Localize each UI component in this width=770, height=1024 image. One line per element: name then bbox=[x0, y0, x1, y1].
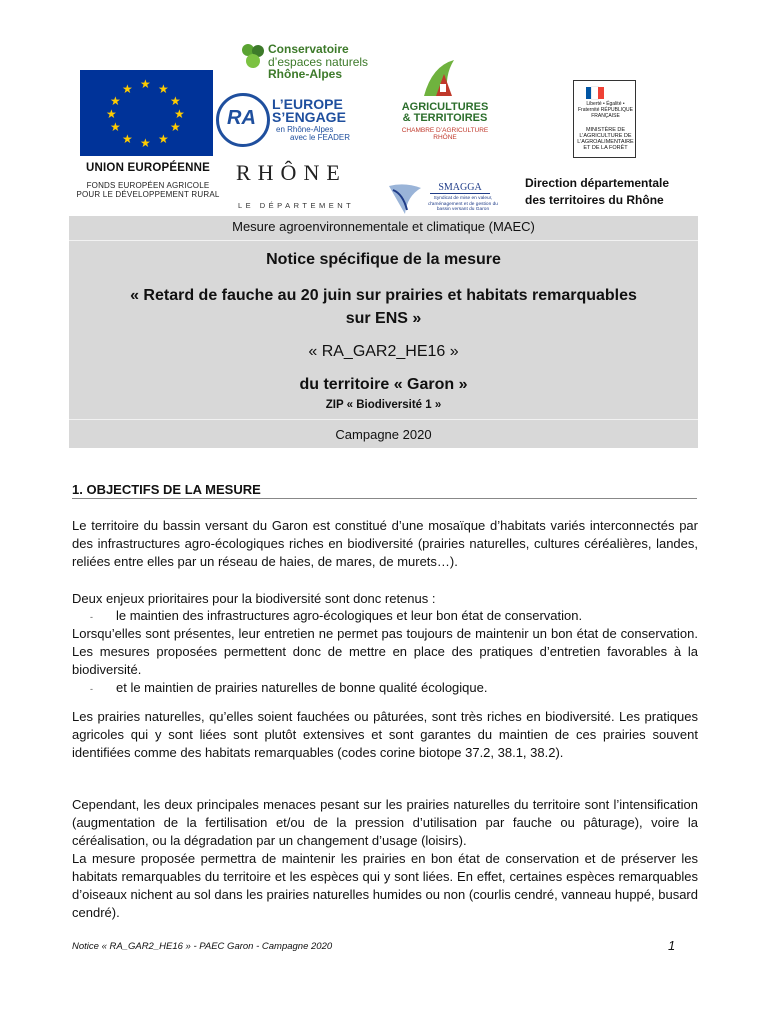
rhone-subtitle: LE DÉPARTEMENT bbox=[238, 201, 355, 210]
conservatoire-logo bbox=[268, 43, 368, 81]
list-item bbox=[90, 679, 487, 698]
eu-title: UNION EUROPÉENNE bbox=[86, 162, 210, 174]
europe-engage-line: S’ENGAGE bbox=[272, 109, 346, 125]
star-icon: ★ bbox=[140, 77, 151, 91]
paragraph: Deux enjeux prioritaires pour la biodiversité sont donc retenus : bbox=[72, 591, 436, 606]
leaf-icon bbox=[240, 42, 266, 70]
header-divider bbox=[69, 240, 698, 241]
paragraph: La mesure proposée permettra de maintenir les prairies en bon état de conservation et de préserver les habitats remarquables du territoire et les espèces qui y sont liées. En effet, certaines espèces remarquables d’oiseaux nichent au sol dans les prairies naturelles humides ou non (courlis cendré, vanneau huppé, busard cendré). bbox=[72, 851, 698, 920]
list-item bbox=[90, 607, 582, 626]
zip-label: ZIP « Biodiversité 1 » bbox=[325, 399, 442, 411]
measure-title bbox=[69, 284, 698, 330]
paragraph: Lorsqu’elles sont présentes, leur entretien ne permet pas toujours de maintenir un bon état de conservation. Les mesures proposées permettent donc de mettre en place des pratiques d’entretien favorables à la biodiversité. bbox=[72, 626, 698, 677]
eu-subtitle bbox=[68, 181, 228, 199]
cen-line: Conservatoire bbox=[268, 42, 349, 56]
rhone-logo: RHÔNE bbox=[236, 160, 347, 185]
page-number: 1 bbox=[668, 938, 676, 953]
paragraph: Le territoire du bassin versant du Garon est constitué d’une mosaïque d’habitats variés interconnectés par des infrastructures agro-écologiques riches en biodiversité (prairies naturelles, cultures céréalières, landes, reliées entre elles par un réseau de haies, de mares, de murets…). bbox=[72, 518, 698, 569]
ministere-motto: Liberté • Égalité • Fraternité RÉPUBLIQUE FRANÇAISE bbox=[577, 101, 634, 119]
french-flag-icon bbox=[586, 87, 604, 99]
agri-line: AGRICULTURES bbox=[401, 101, 489, 113]
eu-subtitle-line: POUR LE DÉVELOPPEMENT RURAL bbox=[76, 190, 220, 199]
paragraph: Cependant, les deux principales menaces pesant sur les prairies naturelles du territoire sont l’intensification (augmentation de la fertilisation et/ou de la pression d’utilisation par fauche ou pâturage), voire la céréalisation, ou la dégradation par un changement d’usage (loisirs). bbox=[72, 797, 698, 848]
smagga-logo: SMAGGA bbox=[430, 182, 490, 194]
cen-line: d’espaces naturels bbox=[268, 54, 369, 69]
ddt-label bbox=[525, 175, 669, 209]
agriculture-icon bbox=[414, 56, 464, 100]
header-divider bbox=[69, 419, 698, 420]
territory-title: du territoire « Garon » bbox=[299, 376, 468, 393]
star-icon: ★ bbox=[170, 120, 181, 134]
europe-engage-line: L’EUROPE bbox=[272, 96, 343, 112]
star-icon: ★ bbox=[140, 136, 151, 150]
list-item-text: le maintien des infrastructures agro-écologiques et leur bon état de conservation. bbox=[116, 608, 583, 623]
ministere-name: MINISTÈRE DE L’AGRICULTURE DE L’AGROALIMENTAIRE ET DE LA FORÊT bbox=[577, 127, 634, 151]
section-underline bbox=[72, 498, 697, 499]
star-icon: ★ bbox=[110, 120, 121, 134]
bullet-mark: - bbox=[90, 683, 93, 694]
ddt-line: des territoires du Rhône bbox=[525, 193, 664, 207]
europe-engage-small bbox=[276, 126, 350, 142]
measure-title-line: sur ENS » bbox=[345, 310, 422, 327]
agri-subtitle: CHAMBRE D’AGRICULTURE RHÔNE bbox=[401, 127, 489, 141]
notice-title: Notice spécifique de la mesure bbox=[266, 251, 501, 268]
river-icon bbox=[387, 180, 423, 216]
star-icon: ★ bbox=[170, 94, 181, 108]
eu-subtitle-line: FONDS EUROPÉEN AGRICOLE bbox=[86, 181, 210, 190]
europe-engage-line: en Rhône-Alpes bbox=[276, 125, 334, 134]
list-item-text: et le maintien de prairies naturelles de bonne qualité écologique. bbox=[116, 680, 488, 695]
star-icon: ★ bbox=[106, 107, 117, 121]
measure-title-line: « Retard de fauche au 20 juin sur prairies et habitats remarquables bbox=[130, 287, 637, 304]
measure-code: « RA_GAR2_HE16 » bbox=[308, 343, 459, 360]
ra-circle-icon: RA bbox=[216, 93, 270, 147]
section-title: 1. OBJECTIFS DE LA MESURE bbox=[72, 482, 261, 497]
agricultures-logo bbox=[400, 102, 490, 124]
star-icon: ★ bbox=[122, 82, 133, 96]
mesure-label: Mesure agroenvironnementale et climatique (MAEC) bbox=[232, 219, 535, 234]
europe-engage-logo bbox=[272, 98, 346, 124]
paragraph: Les prairies naturelles, qu’elles soient fauchées ou pâturées, sont très riches en biodiversité. Les pratiques agricoles qui y sont liées sont plutôt extensives et sont garantes du maintien de ces prairies souvent identifiées comme des habitats remarquables (codes corine biotope 37.2, 38.1, 38.2). bbox=[72, 709, 698, 760]
ministere-logo bbox=[573, 80, 636, 158]
agri-line: & TERRITOIRES bbox=[402, 112, 488, 124]
campaign-label: Campagne 2020 bbox=[335, 427, 432, 442]
ddt-line: Direction départementale bbox=[525, 176, 670, 190]
eu-flag-logo bbox=[80, 70, 213, 156]
footer-text: Notice « RA_GAR2_HE16 » - PAEC Garon - Campagne 2020 bbox=[72, 941, 333, 952]
star-icon: ★ bbox=[158, 82, 169, 96]
star-icon: ★ bbox=[158, 132, 169, 146]
star-icon: ★ bbox=[122, 132, 133, 146]
bullet-mark: - bbox=[90, 611, 93, 622]
smagga-subtitle: Syndicat de mise en valeur, d’aménagement et de gestion du bassin versant du Garon bbox=[428, 196, 498, 212]
star-icon: ★ bbox=[174, 107, 185, 121]
cen-line: Rhône-Alpes bbox=[268, 67, 343, 81]
europe-engage-line: avec le FEADER bbox=[290, 133, 351, 142]
star-icon: ★ bbox=[110, 94, 121, 108]
